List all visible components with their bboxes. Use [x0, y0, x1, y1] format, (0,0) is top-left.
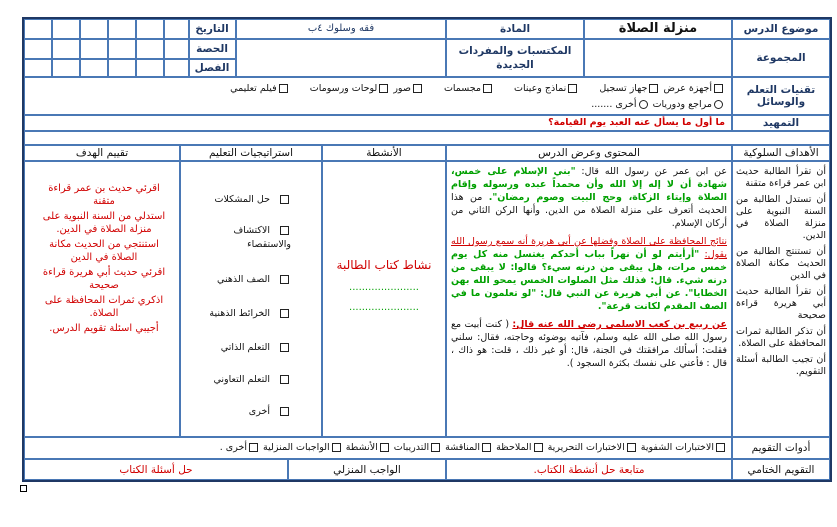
- anchor-handle[interactable]: [20, 485, 27, 492]
- period-label: الحصة: [188, 39, 236, 59]
- blank-row: [24, 131, 830, 145]
- tool-option[interactable]: لوحات ورسومات: [310, 83, 391, 94]
- assessment-option[interactable]: التدريبات: [394, 442, 442, 453]
- assessment-option[interactable]: الواجبات المنزلية: [263, 442, 343, 453]
- tool-option[interactable]: صور: [393, 83, 424, 94]
- strategy-option[interactable]: الاكتشاف والاستقصاء: [233, 225, 291, 250]
- assessment-option[interactable]: أخرى .: [220, 442, 260, 453]
- strategies-cell: [180, 161, 322, 437]
- strategy-option[interactable]: التعلم الذاتي: [221, 342, 291, 353]
- tool-option[interactable]: أجهزة عرض: [663, 83, 725, 94]
- assessment-option[interactable]: المناقشة: [445, 442, 493, 453]
- evaluation-item: اذكري ثمرات المحافظة على الصلاة.: [44, 295, 164, 319]
- lesson-plan-sheet: [22, 17, 832, 482]
- homework-label: الواجب المنزلي: [288, 459, 446, 480]
- lesson-content: [446, 161, 732, 437]
- evaluation-header: تقييم الهدف: [24, 145, 180, 161]
- tool-option[interactable]: مجسمات: [444, 83, 494, 94]
- assessment-option[interactable]: الاختبارات الشفوية: [641, 442, 727, 453]
- assessment-option[interactable]: الاختبارات التحريرية: [548, 442, 638, 453]
- lesson-label: موضوع الدرس: [732, 19, 830, 39]
- evaluation-item: اقرئي حديث بن عمر قراءة متقنة: [48, 183, 160, 207]
- activities-header: الأنشطة: [322, 145, 446, 161]
- homework-value: حل أسئلة الكتاب: [24, 459, 288, 480]
- date-label: التاريخ: [188, 19, 236, 39]
- final-followup: متابعة حل أنشطة الكتاب.: [446, 459, 732, 480]
- final-evaluation-label: التقويم الختامي: [732, 459, 830, 480]
- concepts-value: [236, 39, 446, 77]
- group-label: المجموعة: [732, 39, 830, 77]
- content-paragraph: عن ربيع بن كعب الاسلمي رضي الله عنه قال: ( كنت أبيت مع رسول الله صلى الله عليه وسلم، فآتيه بوضوئه وحاجته، فقال: سلني فقلت: أسألك مرافقتك في الجنة، قال: أو غير ذلك ، قلت: هو ذاك ، قال : فأعني على نفسك بكثرة السجود ).: [451, 319, 727, 369]
- assessment-option[interactable]: الملاحظة: [496, 442, 544, 453]
- evaluation-item: اقرئي حديث أبي هريرة قراءة صحيحة: [42, 267, 166, 291]
- tool-option[interactable]: أخرى .......: [591, 99, 649, 110]
- objectives-list: [732, 161, 830, 437]
- strategies-header: استراتيجيات التعليم: [180, 145, 322, 161]
- tool-option[interactable]: نماذج وعينات: [514, 83, 579, 94]
- objective-item: أن تستدل الطالبة من السنة النبوية على منزلة الصلاة في الدين.: [736, 194, 826, 241]
- strategy-option[interactable]: الصف الذهني: [217, 274, 291, 285]
- group-value: [584, 39, 732, 77]
- objective-item: أن تجيب الطالبة أسئلة التقويم.: [736, 354, 826, 377]
- assessment-tools-options: [24, 437, 732, 459]
- tool-option[interactable]: فيلم تعليمي: [230, 83, 290, 94]
- content-header: المحتوى وعرض الدرس: [446, 145, 732, 161]
- strategy-option[interactable]: الخرائط الذهنية: [209, 308, 291, 319]
- subject-value: فقه وسلوك ٤ب: [236, 19, 446, 39]
- evaluation-item: أجيبي اسئلة تقويم الدرس.: [49, 323, 159, 334]
- intro-label: التمهيد: [732, 115, 830, 131]
- tools-options: [24, 77, 732, 115]
- strategy-option[interactable]: أخرى: [249, 406, 291, 417]
- evaluation-item: استدلي من السنة النبوية على منزلة الصلاة في الدين.: [42, 211, 166, 235]
- concepts-label: المكتسبات والمفردات الجديدة: [446, 39, 584, 77]
- tool-option[interactable]: جهاز تسجيل: [599, 83, 660, 94]
- objective-item: أن تذكر الطالبة ثمرات المحافظة على الصلاة.: [736, 326, 826, 349]
- class-label: الفصل: [188, 59, 236, 77]
- subject-label: المادة: [446, 19, 584, 39]
- activity-title: نشاط كتاب الطالبة: [336, 258, 432, 272]
- attendance-grid: [24, 19, 190, 77]
- objectives-header: الأهداف السلوكية: [732, 145, 830, 161]
- lesson-value: منزلة الصلاة: [584, 19, 732, 39]
- strategy-option[interactable]: التعلم التعاوني: [214, 374, 292, 385]
- evaluation-item: استنتجي من الحديث مكانة الصلاة في الدين: [49, 239, 159, 263]
- assessment-tools-label: أدوات التقويم: [732, 437, 830, 459]
- intro-text: ما أول ما يسأل عنه العبد يوم القيامة؟: [24, 115, 732, 131]
- activity-dots: ......................: [349, 282, 419, 293]
- assessment-option[interactable]: الأنشطة: [346, 442, 391, 453]
- evaluation-list: [24, 161, 180, 437]
- objective-item: أن تستنتج الطالبة من الحديث مكانة الصلاة في الدين: [736, 246, 826, 281]
- objective-item: أن تقرأ الطالبة حديث ابن عمر قراءة متقنة: [736, 166, 826, 189]
- strategy-option[interactable]: حل المشكلات: [215, 194, 291, 205]
- tool-option[interactable]: مراجع ودوريات: [653, 99, 725, 110]
- activities-cell: [322, 161, 446, 437]
- objective-item: أن تقرأ الطالبة حديث أبي هريرة قراءة صحيحة: [736, 286, 826, 321]
- content-paragraph: نتائج المحافظة على الصلاة وفضلها عن أبي هريرة أنه سمع رسول الله يقول: "أرأيتم لو أن نهراً بباب أحدكم يغتسل منه كل يوم خمس مرات، هل يبقى من درنه سيء؟ قالوا: لا يبقى من درنه شيء. قال: فذلك مثل الصلوات الخمس يمحو الله بهن الخطايا". عن أبي هريرة عن النبي قال: "لو تعلمون ما في الصف المقدم لكانت قرعة".: [451, 236, 727, 312]
- content-paragraph: عن ابن عمر عن رسول الله قال: "بني الإسلام على خمس، شهادة أن لا إله إلا الله وأن محمداً عبده ورسوله وإقام الصلاة وإيتاء الزكاة، وحج البيت وصوم رمضان". من هذا الحديث أتعرف على منزلة الصلاة من الدين. وأنها الركن الثاني من أركان الإسلام.: [451, 166, 727, 229]
- tools-label: تقنيات التعلم والوسائل: [732, 77, 830, 115]
- activity-dots: ......................: [349, 302, 419, 313]
